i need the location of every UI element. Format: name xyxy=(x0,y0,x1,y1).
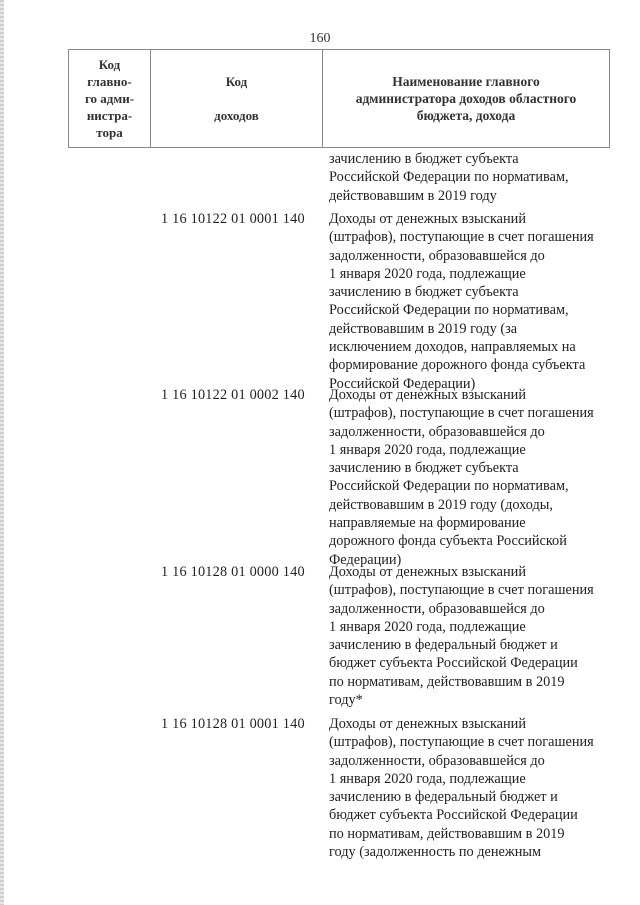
income-code: 1 16 10122 01 0002 140 xyxy=(161,387,305,403)
table-body xyxy=(0,150,640,885)
table-row xyxy=(0,715,640,885)
income-name: Доходы от денежных взысканий (штрафов), поступающие в счет погашения задолженности, образовавшейся до 1 января 2020 года, подлежащие зачислению в федеральный бюджет и бюджет субъекта Российской Федерации по нормативам, действовавшим в 2019 году* xyxy=(329,564,594,709)
header-divider xyxy=(68,147,152,148)
table-row xyxy=(0,563,640,715)
table-row xyxy=(0,210,640,392)
income-code: 1 16 10128 01 0000 140 xyxy=(161,564,305,580)
income-name: Доходы от денежных взысканий (штрафов), поступающие в счет погашения задолженности, образовавшейся до 1 января 2020 года, подлежащие зачислению в бюджет субъекта Российской Федерации по нормативам, действовавшим в 2019 году (доходы, направляемые на формирование дорожного фонда субъекта Российской Федерации) xyxy=(329,387,594,568)
income-name: Доходы от денежных взысканий (штрафов), поступающие в счет погашения задолженности, образовавшейся до 1 января 2020 года, подлежащие зачислению в федеральный бюджет и бюджет субъекта Российской Федерации по нормативам, действовавшим в 2019 году (задолженность по денежным xyxy=(329,716,594,861)
table-row xyxy=(0,150,640,210)
header-administrator-name: Наименование главного администратора доходов областного бюджета, дохода xyxy=(355,74,577,123)
income-code xyxy=(161,150,324,210)
table-header xyxy=(68,49,610,148)
page-number: 160 xyxy=(309,31,331,46)
header-income-code: Код доходов xyxy=(151,50,323,147)
income-code: 1 16 10122 01 0001 140 xyxy=(161,211,305,227)
income-name: Доходы от денежных взысканий (штрафов), поступающие в счет погашения задолженности, образовавшейся до 1 января 2020 года, подлежащие зачислению в бюджет субъекта Российской Федерации по нормативам, действовавшим в 2019 году (за исключением доходов, направляемых на формирование дорожного фонда субъекта Российской Федерации) xyxy=(329,211,594,392)
table-row xyxy=(0,386,640,568)
income-name: зачислению в бюджет субъекта Российской Федерации по нормативам, действовавшим в 2019 году xyxy=(329,151,569,204)
income-code: 1 16 10128 01 0001 140 xyxy=(161,716,305,732)
header-admin-code: Код главно- го адми- нистра- тора xyxy=(69,50,151,147)
